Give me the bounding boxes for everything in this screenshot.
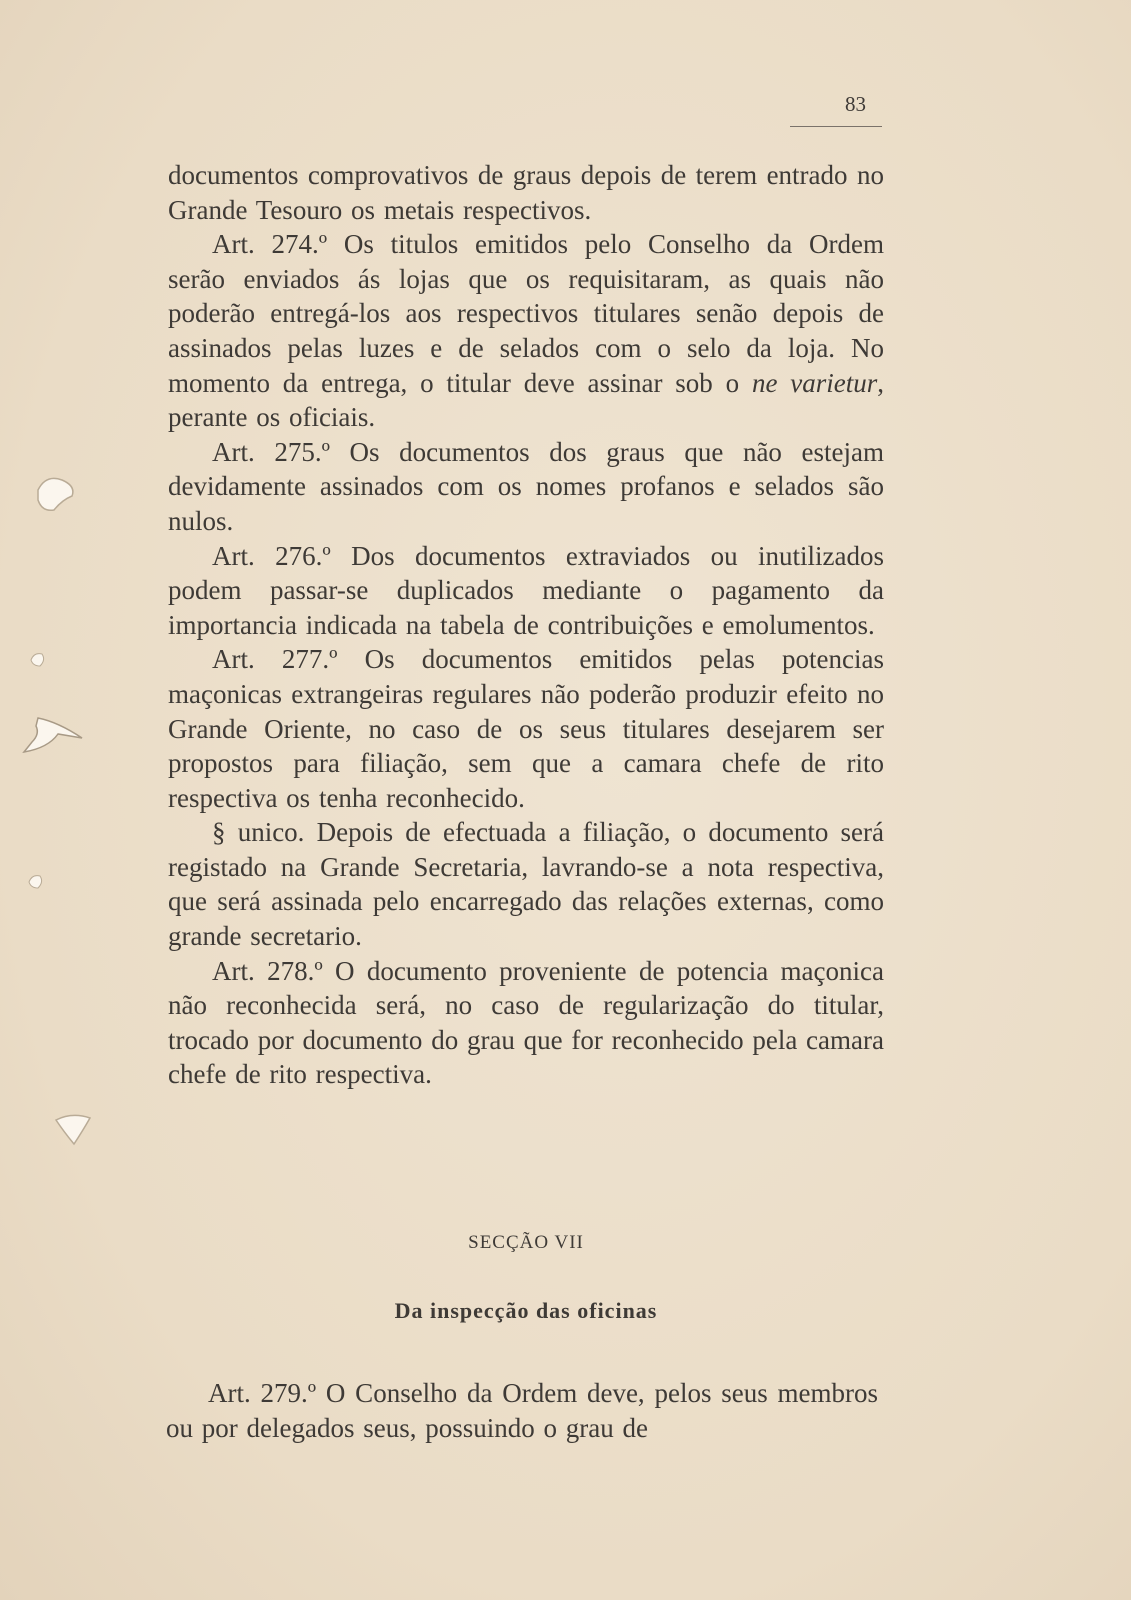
section-heading: SECÇÃO VII	[468, 1232, 584, 1253]
paragraph	[168, 227, 884, 435]
paragraph: Art. 277.º Os documentos emitidos pelas potencias maçonicas extrangeiras regulares não poderão produzir efeito no Grande Oriente, no caso de os seus titulares desejarem ser propostos para filiação, sem que a camara chefe de rito respectiva os tenha reconhecido.	[168, 644, 884, 813]
paragraph: § unico. Depois de efectuada a filiação, o documento será registado na Grande Secretaria, lavrando-se a nota respectiva, que será assinada pelo encarregado das relações externas, como grande secretario.	[168, 817, 884, 952]
page-number: 83	[845, 92, 866, 116]
continued-text	[166, 1376, 878, 1445]
binding-hole-icon	[32, 470, 82, 520]
paragraph: Art. 278.º O documento proveniente de potencia maçonica não reconhecida será, no caso de regularização do titular, trocado por documento do grau que for reconhecido pela camara chefe de rito respectiva.	[168, 955, 884, 1090]
binding-hole-icon	[28, 650, 48, 670]
binding-hole-icon	[26, 872, 46, 892]
header-rule	[790, 126, 882, 127]
paragraph-text: , perante os oficiais.	[168, 367, 884, 433]
binding-hole-icon	[52, 1110, 94, 1152]
paragraph: Art. 275.º Os documentos dos graus que não estejam devidamente assinados com os nomes profanos e selados são nulos.	[168, 436, 884, 536]
binding-hole-icon	[18, 712, 90, 758]
paragraph: documentos comprovativos de graus depois de terem entrado no Grande Tesouro os metais respectivos.	[168, 160, 884, 225]
paragraph: Art. 279.º O Conselho da Ordem deve, pelos seus membros ou por delegados seus, possuindo o grau de	[166, 1378, 878, 1443]
paragraph: Art. 276.º Dos documentos extraviados ou inutilizados podem passar-se duplicados mediante o pagamento da importancia indicada na tabela de contribuições e emolumentos.	[168, 540, 884, 640]
italic-term: ne varietur	[751, 367, 878, 398]
main-text	[168, 158, 884, 1092]
paragraph-text: Art. 274.º Os titulos emitidos pelo Conselho da Ordem serão enviados ás lojas que os requisitaram, as quais não poderão entregá-los aos respectivos titulares senão depois de assinados pelas luzes e de selados com o selo da loja. No momento da entrega, o titular deve assinar sob o	[168, 229, 884, 398]
section-subtitle: Da inspecção das oficinas	[394, 1298, 658, 1323]
